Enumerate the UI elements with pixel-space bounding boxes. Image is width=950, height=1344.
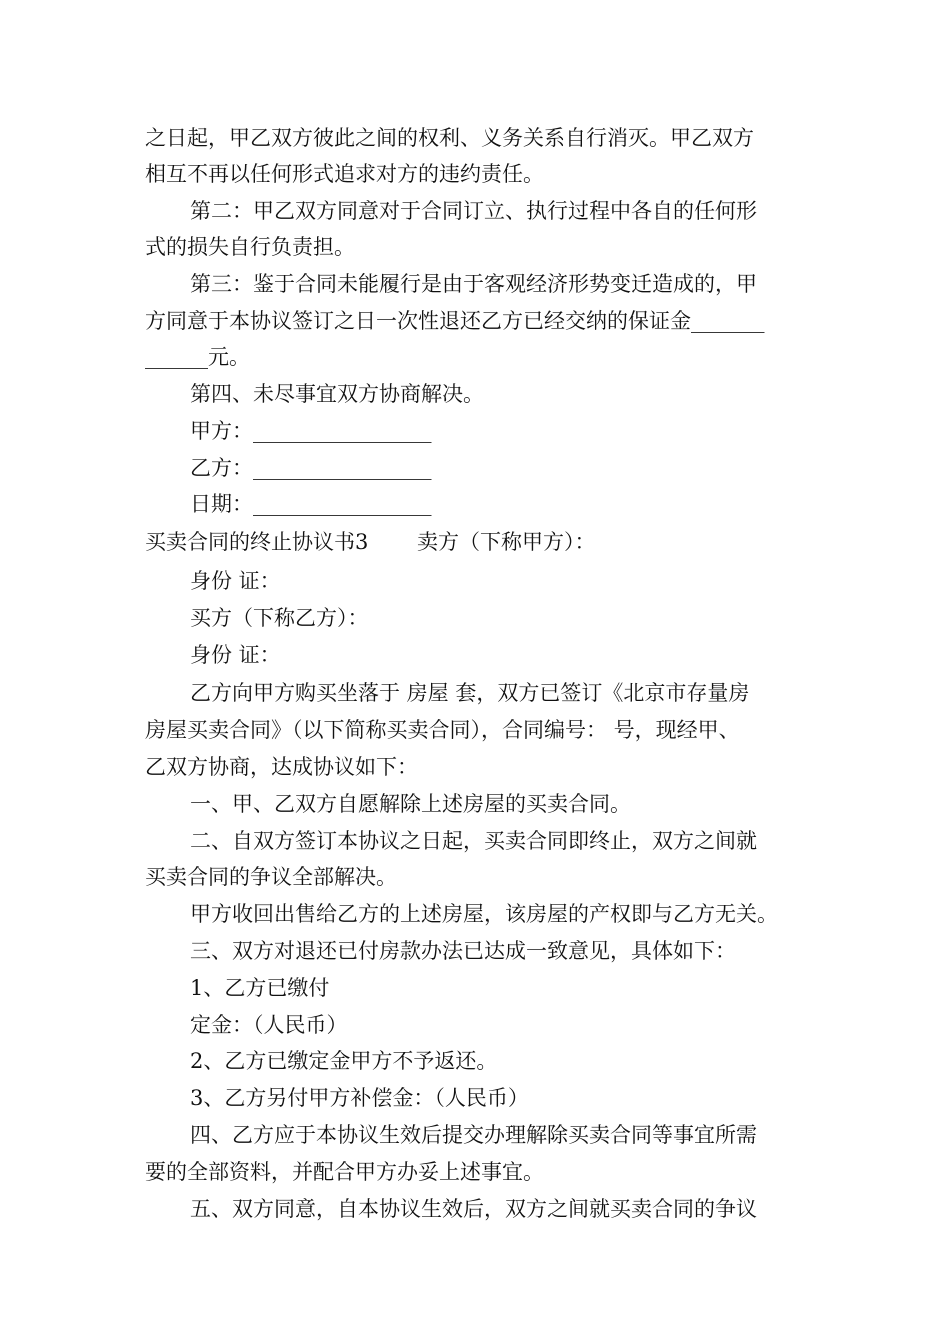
paragraph-line: 第二：甲乙双方同意对于合同订立、执行过程中各自的任何形	[190, 199, 757, 223]
paragraph-line: 买方（下称乙方）：	[190, 606, 369, 630]
paragraph-line: 2、乙方已缴定金甲方不予返还。	[190, 1049, 498, 1073]
paragraph-line: 甲方收回出售给乙方的上述房屋，该房屋的产权即与乙方无关。	[190, 902, 778, 926]
paragraph-line: 二、自双方签订本协议之日起，买卖合同即终止，双方之间就	[190, 829, 757, 853]
paragraph-line: 第三：鉴于合同未能履行是由于客观经济形势变迁造成的，甲	[190, 272, 757, 296]
signature-line-party-a: 甲方：_________________	[190, 419, 432, 443]
paragraph-line: 身份 证：	[190, 569, 281, 593]
signature-line-party-b: 乙方：_________________	[190, 456, 432, 480]
paragraph-line: 房屋买卖合同》（以下简称买卖合同），合同编号： 号，现经甲、	[145, 718, 740, 742]
paragraph-line: 三、双方对退还已付房款办法已达成一致意见，具体如下：	[190, 939, 736, 963]
paragraph-line: 3、乙方另付甲方补偿金：（人民币）	[190, 1086, 529, 1110]
paragraph-line: 五、双方同意，自本协议生效后，双方之间就买卖合同的争议	[190, 1197, 757, 1221]
paragraph-line: 乙方向甲方购买坐落于 房屋 套，双方已签订《北京市存量房	[190, 681, 750, 705]
paragraph-line: ______元。	[145, 345, 250, 369]
paragraph-line: 定金：（人民币）	[190, 1013, 348, 1037]
paragraph-line: 要的全部资料，并配合甲方办妥上述事宜。	[145, 1160, 544, 1184]
paragraph-line: 之日起，甲乙双方彼此之间的权利、义务关系自行消灭。甲乙双方	[145, 126, 754, 150]
signature-line-date: 日期：_________________	[190, 492, 432, 516]
paragraph-line: 第四、未尽事宜双方协商解决。	[190, 382, 484, 406]
section-heading: 买卖合同的终止协议书3 卖方（下称甲方）：	[145, 530, 596, 554]
paragraph-line: 身份 证：	[190, 643, 281, 667]
paragraph-line: 方同意于本协议签订之日一次性退还乙方已经交纳的保证金_______	[145, 309, 765, 333]
paragraph-line: 四、乙方应于本协议生效后提交办理解除买卖合同等事宜所需	[190, 1123, 757, 1147]
paragraph-line: 乙双方协商，达成协议如下：	[145, 755, 418, 779]
paragraph-line: 相互不再以任何形式追求对方的违约责任。	[145, 162, 544, 186]
paragraph-line: 1、乙方已缴付	[190, 976, 330, 1000]
paragraph-line: 式的损失自行负责担。	[145, 235, 355, 259]
paragraph-line: 买卖合同的争议全部解决。	[145, 865, 397, 889]
paragraph-line: 一、甲、乙双方自愿解除上述房屋的买卖合同。	[190, 792, 631, 816]
